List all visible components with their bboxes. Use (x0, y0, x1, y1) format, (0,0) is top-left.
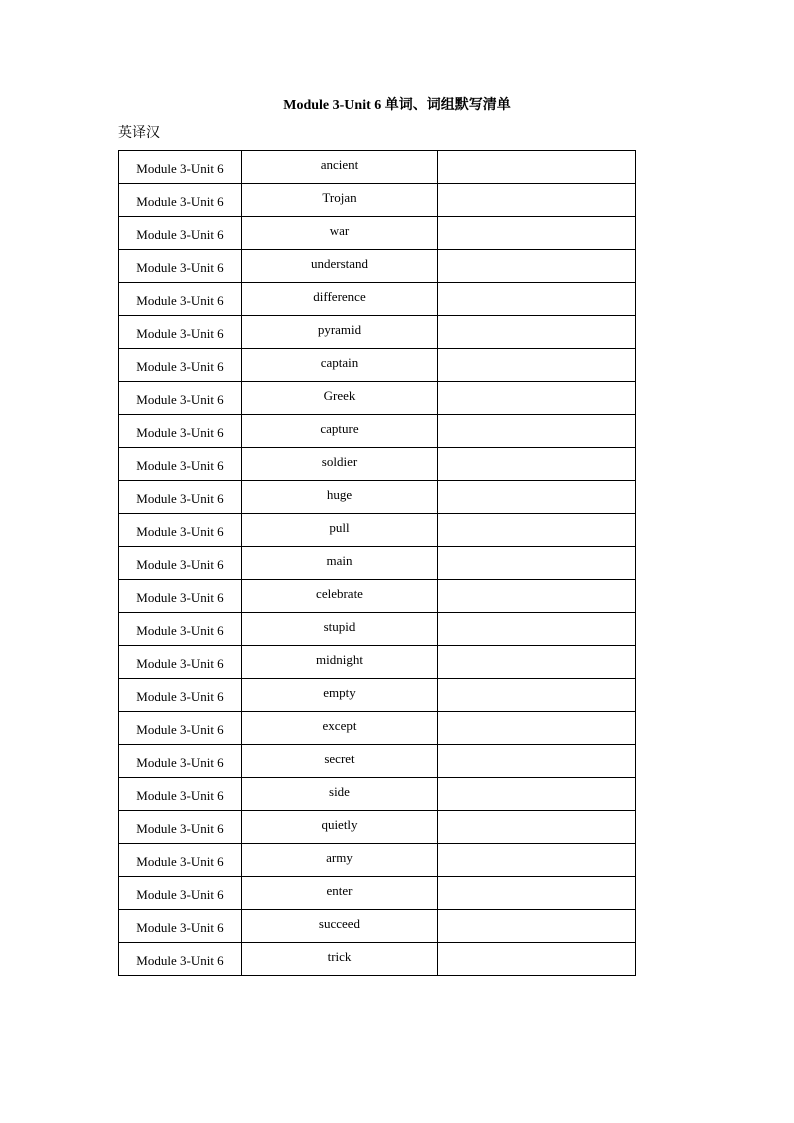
table-row (119, 943, 636, 976)
answer-cell[interactable] (438, 316, 636, 349)
answer-cell[interactable] (438, 745, 636, 778)
answer-cell[interactable] (438, 877, 636, 910)
word-cell: stupid (242, 613, 438, 646)
table-row (119, 151, 636, 184)
module-cell: Module 3-Unit 6 (119, 778, 242, 811)
answer-cell[interactable] (438, 547, 636, 580)
vocab-table-body (119, 151, 636, 976)
module-cell: Module 3-Unit 6 (119, 679, 242, 712)
table-row (119, 613, 636, 646)
answer-cell[interactable] (438, 151, 636, 184)
table-row (119, 481, 636, 514)
answer-cell[interactable] (438, 217, 636, 250)
word-cell: pyramid (242, 316, 438, 349)
module-cell: Module 3-Unit 6 (119, 943, 242, 976)
table-row (119, 580, 636, 613)
table-row (119, 217, 636, 250)
word-cell: main (242, 547, 438, 580)
word-cell: enter (242, 877, 438, 910)
table-row (119, 349, 636, 382)
module-cell: Module 3-Unit 6 (119, 646, 242, 679)
page-title: Module 3-Unit 6 单词、词组默写清单 (283, 98, 511, 113)
answer-cell[interactable] (438, 250, 636, 283)
answer-cell[interactable] (438, 910, 636, 943)
module-cell: Module 3-Unit 6 (119, 910, 242, 943)
module-cell: Module 3-Unit 6 (119, 514, 242, 547)
table-row (119, 547, 636, 580)
table-row (119, 646, 636, 679)
module-cell: Module 3-Unit 6 (119, 349, 242, 382)
answer-cell[interactable] (438, 415, 636, 448)
module-cell: Module 3-Unit 6 (119, 481, 242, 514)
word-cell: Greek (242, 382, 438, 415)
table-row (119, 382, 636, 415)
table-row (119, 415, 636, 448)
answer-cell[interactable] (438, 646, 636, 679)
table-row (119, 283, 636, 316)
word-cell: secret (242, 745, 438, 778)
answer-cell[interactable] (438, 349, 636, 382)
answer-cell[interactable] (438, 712, 636, 745)
module-cell: Module 3-Unit 6 (119, 844, 242, 877)
word-cell: empty (242, 679, 438, 712)
module-cell: Module 3-Unit 6 (119, 316, 242, 349)
module-cell: Module 3-Unit 6 (119, 877, 242, 910)
answer-cell[interactable] (438, 514, 636, 547)
word-cell: except (242, 712, 438, 745)
word-cell: midnight (242, 646, 438, 679)
word-cell: side (242, 778, 438, 811)
table-row (119, 844, 636, 877)
module-cell: Module 3-Unit 6 (119, 382, 242, 415)
module-cell: Module 3-Unit 6 (119, 283, 242, 316)
module-cell: Module 3-Unit 6 (119, 151, 242, 184)
module-cell: Module 3-Unit 6 (119, 745, 242, 778)
module-cell: Module 3-Unit 6 (119, 184, 242, 217)
table-row (119, 745, 636, 778)
table-row (119, 679, 636, 712)
word-cell: capture (242, 415, 438, 448)
module-cell: Module 3-Unit 6 (119, 250, 242, 283)
word-cell: trick (242, 943, 438, 976)
word-cell: war (242, 217, 438, 250)
answer-cell[interactable] (438, 448, 636, 481)
section-label: 英译汉 (118, 125, 160, 141)
answer-cell[interactable] (438, 283, 636, 316)
word-cell: succeed (242, 910, 438, 943)
table-row (119, 910, 636, 943)
answer-cell[interactable] (438, 184, 636, 217)
answer-cell[interactable] (438, 580, 636, 613)
answer-cell[interactable] (438, 382, 636, 415)
word-cell: army (242, 844, 438, 877)
word-cell: quietly (242, 811, 438, 844)
answer-cell[interactable] (438, 844, 636, 877)
module-cell: Module 3-Unit 6 (119, 448, 242, 481)
word-cell: soldier (242, 448, 438, 481)
module-cell: Module 3-Unit 6 (119, 217, 242, 250)
answer-cell[interactable] (438, 481, 636, 514)
module-cell: Module 3-Unit 6 (119, 547, 242, 580)
word-cell: understand (242, 250, 438, 283)
vocab-table (118, 150, 636, 976)
table-row (119, 811, 636, 844)
table-row (119, 877, 636, 910)
answer-cell[interactable] (438, 811, 636, 844)
table-row (119, 250, 636, 283)
word-cell: huge (242, 481, 438, 514)
table-row (119, 712, 636, 745)
module-cell: Module 3-Unit 6 (119, 712, 242, 745)
module-cell: Module 3-Unit 6 (119, 415, 242, 448)
answer-cell[interactable] (438, 778, 636, 811)
word-cell: ancient (242, 151, 438, 184)
table-row (119, 316, 636, 349)
table-row (119, 184, 636, 217)
module-cell: Module 3-Unit 6 (119, 613, 242, 646)
table-row (119, 778, 636, 811)
module-cell: Module 3-Unit 6 (119, 811, 242, 844)
answer-cell[interactable] (438, 679, 636, 712)
table-row (119, 448, 636, 481)
answer-cell[interactable] (438, 613, 636, 646)
answer-cell[interactable] (438, 943, 636, 976)
word-cell: difference (242, 283, 438, 316)
module-cell: Module 3-Unit 6 (119, 580, 242, 613)
word-cell: celebrate (242, 580, 438, 613)
word-cell: pull (242, 514, 438, 547)
word-cell: Trojan (242, 184, 438, 217)
word-cell: captain (242, 349, 438, 382)
table-row (119, 514, 636, 547)
